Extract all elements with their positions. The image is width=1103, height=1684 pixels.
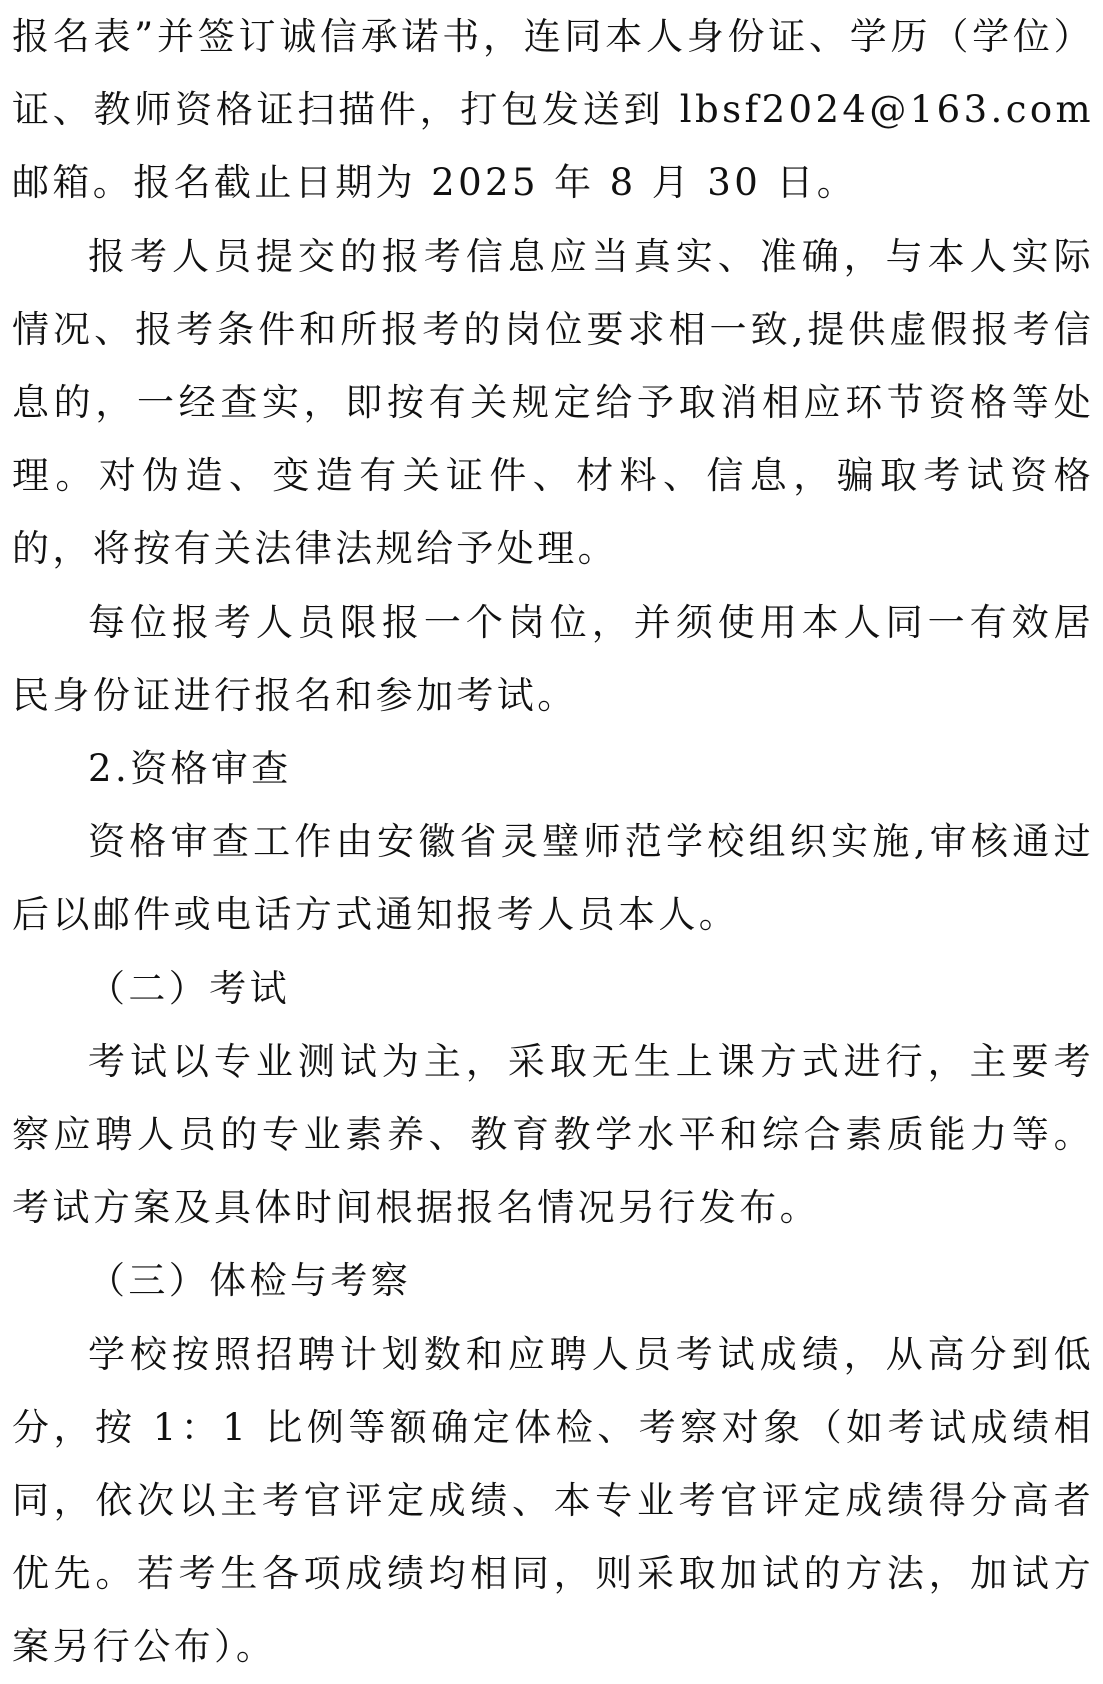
section-heading-exam: （二）考试 <box>88 966 290 1010</box>
paragraph-truthful-information: 报考人员提交的报考信息应当真实、准确，与本人实际情况、报考条件和所报考的岗位要求相一致,提供虚假报考信息的，一经查实，即按有关规定给予取消相应环节资格等处理。对伪造、变造有关证件、材料、信息，骗取考试资格的，将按有关法律法规给予处理。 <box>12 234 1094 571</box>
paragraph-one-position-limit: 每位报考人员限报一个岗位，并须使用本人同一有效居民身份证进行报名和参加考试。 <box>12 600 1094 717</box>
section-heading-qualification-review: 2.资格审查 <box>88 747 292 791</box>
paragraph-registration-submission: 报名表”并签订诚信承诺书，连同本人身份证、学历（学位）证、教师资格证扫描件，打包发送到 lbsf2024@163.com 邮箱。报名截止日期为 2025 年 8 月 30 日。 <box>12 15 1094 205</box>
paragraph-medical-and-assessment: 学校按照招聘计划数和应聘人员考试成绩，从高分到低分，按 1：1 比例等额确定体检、考察对象（如考试成绩相同，依次以主考官评定成绩、本专业考官评定成绩得分高者优先。若考生各项成绩均相同，则采取加试的方法，加试方案另行公布）。 <box>12 1332 1094 1669</box>
paragraph-qualification-review: 资格审查工作由安徽省灵璧师范学校组织实施,审核通过后以邮件或电话方式通知报考人员本人。 <box>12 820 1094 937</box>
paragraph-exam: 考试以专业测试为主，采取无生上课方式进行，主要考察应聘人员的专业素养、教育教学水平和综合素质能力等。考试方案及具体时间根据报名情况另行发布。 <box>12 1039 1094 1230</box>
section-heading-medical-and-assessment: （三）体检与考察 <box>88 1259 412 1303</box>
document-page <box>12 0 1094 1684</box>
